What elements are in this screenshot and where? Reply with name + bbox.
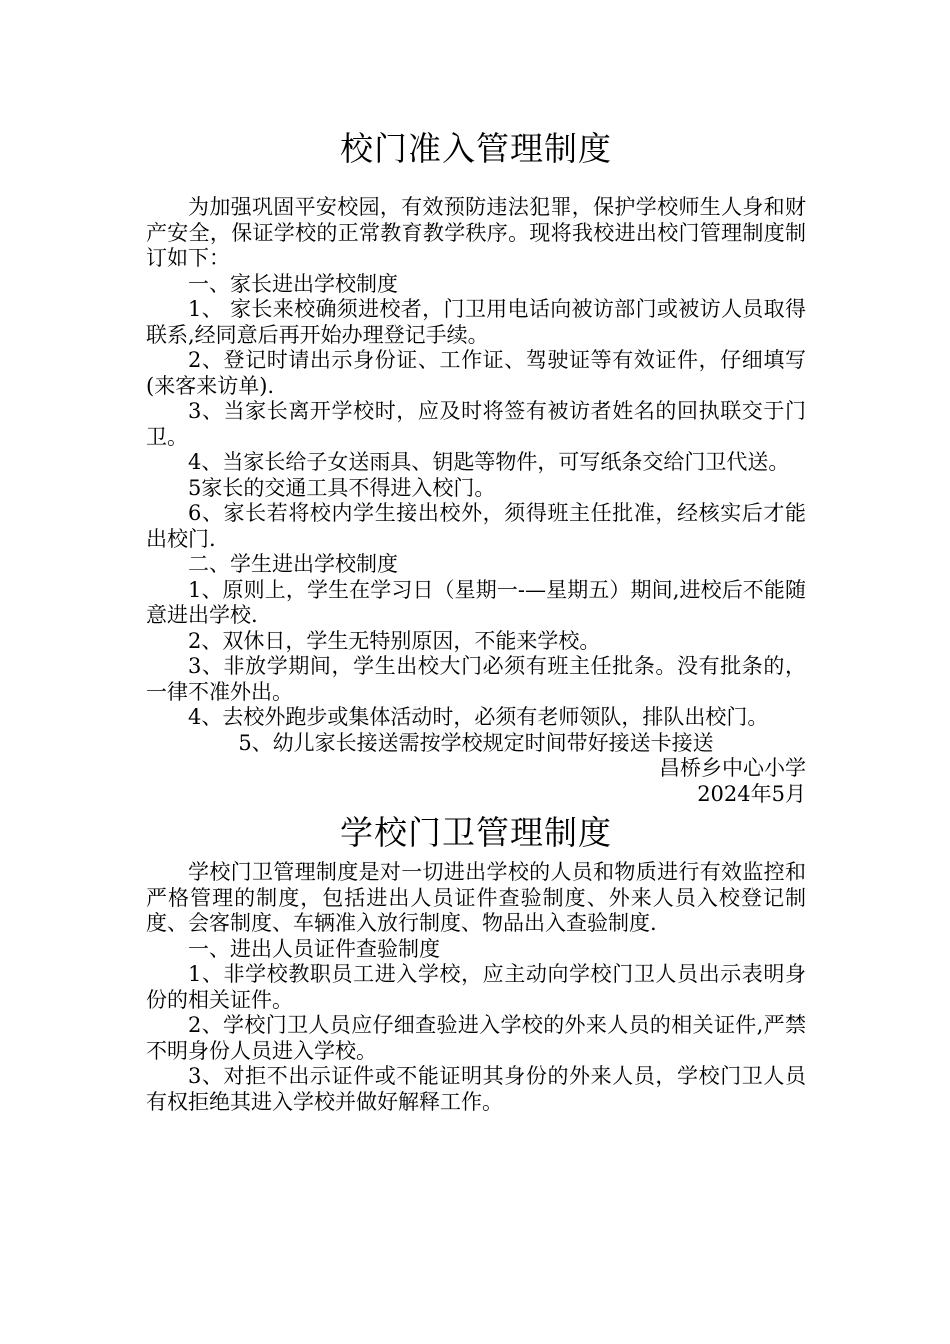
doc2-title: 学校门卫管理制度 [340,813,612,852]
doc1-parent-rule-6: 6、家长若将校内学生接出校外，须得班主任批准，经核实后才能出校门. [146,501,806,551]
doc2-rule-2: 2、学校门卫人员应仔细查验进入学校的外来人员的相关证件,严禁不明身份人员进入学校。 [146,1013,806,1063]
doc2-rule-1: 1、非学校教职员工进入学校，应主动向学校门卫人员出示表明身份的相关证件。 [146,962,806,1012]
doc1-section-heading-parents: 一、家长进出学校制度 [188,271,398,296]
doc1-parent-rule-5: 5家长的交通工具不得进入校门。 [188,475,496,500]
doc1-parent-rule-2: 2、登记时请出示身份证、工作证、驾驶证等有效证件，仔细填写(来客来访单). [146,348,806,398]
doc1-parent-rule-3: 3、当家长离开学校时，应及时将签有被访者姓名的回执联交于门卫。 [146,399,806,449]
doc1-student-rule-4: 4、去校外跑步或集体活动时，必须有老师领队，排队出校门。 [188,705,769,729]
doc2-section-heading-id-check: 一、进出人员证件查验制度 [188,936,440,961]
doc1-student-rule-5: 5、幼儿家长接送需按学校规定时间带好接送卡接送 [238,730,714,755]
doc2-intro-paragraph: 学校门卫管理制度是对一切进出学校的人员和物质进行有效监控和严格管理的制度，包括进出人员证件查验制度、外来人员入校登记制度、会客制度、车辆准入放行制度、物品出入查验制度. [146,860,806,935]
doc1-parent-rule-1: 1、 家长来校确须进校者，门卫用电话向被访部门或被访人员取得联系,经同意后再开始办理登记手续。 [146,297,806,347]
doc1-signature: 昌桥乡中心小学 [659,756,806,780]
doc1-student-rule-1: 1、原则上，学生在学习日（星期一-—星期五）期间,进校后不能随意进出学校. [146,577,806,627]
doc2-rule-3: 3、对拒不出示证件或不能证明其身份的外来人员，学校门卫人员有权拒绝其进入学校并做好解释工作。 [146,1064,806,1114]
doc1-date: 2024年5月 [697,781,806,806]
doc1-student-rule-2: 2、双休日，学生无特别原因，不能来学校。 [188,628,601,653]
doc1-title: 校门准入管理制度 [340,129,612,168]
doc1-section-heading-students: 二、学生进出学校制度 [188,552,398,576]
doc1-intro-paragraph: 为加强巩固平安校园，有效预防违法犯罪，保护学校师生人身和财产安全，保证学校的正常教育教学秩序。现将我校进出校门管理制度制订如下： [146,195,806,270]
document-page [146,125,806,1115]
doc1-student-rule-3: 3、非放学期间，学生出校大门必须有班主任批条。没有批条的，一律不准外出。 [146,654,806,704]
doc1-parent-rule-4: 4、当家长给子女送雨具、钥匙等物件，可写纸条交给门卫代送。 [188,450,790,474]
